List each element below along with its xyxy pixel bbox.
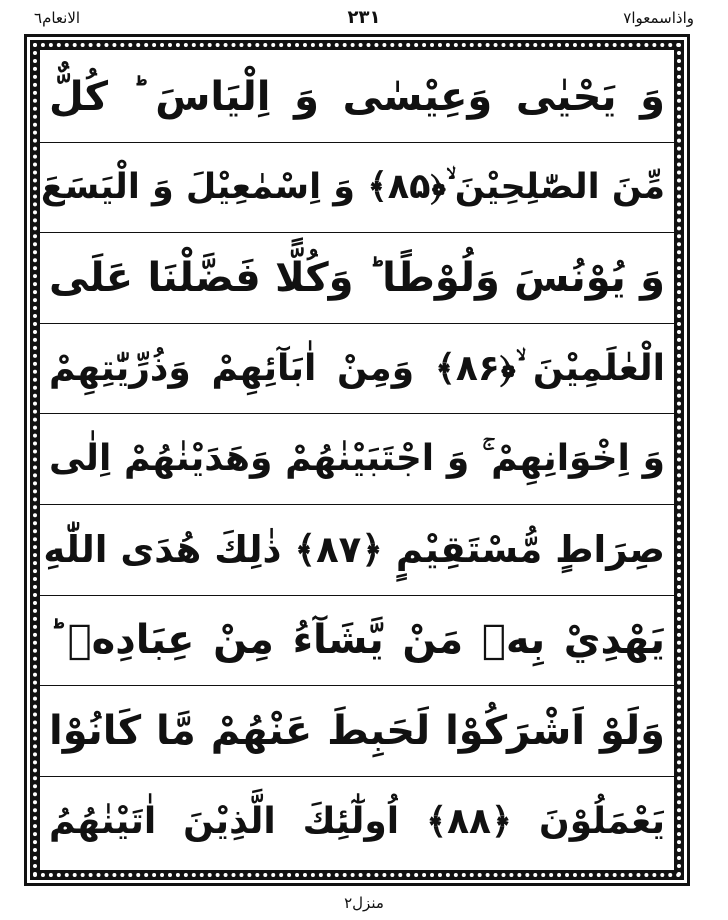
verse-line-text: الْعٰلَمِيْنَ ۙ﴿۸۶﴾ وَمِنْ اٰبَآئِهِمْ وَذُرِّيّٰتِهِمْ	[49, 347, 665, 389]
surah-name: الانعام٦	[34, 9, 81, 27]
verse-line	[40, 596, 674, 687]
verse-text-area	[40, 52, 674, 868]
verse-line	[40, 686, 674, 777]
verse-line-text: وَ يَحْيٰى وَعِيْسٰى وَ اِلْيَاسَ ؕ كُلٌّ	[49, 73, 665, 120]
verse-line	[40, 777, 674, 868]
verse-line-text: صِرَاطٍ مُّسْتَقِيْمٍ ﴿۸۷﴾ ذٰلِكَ هُدَى اللّٰهِ	[43, 528, 665, 572]
verse-line-text: مِّنَ الصّٰلِحِيْنَ ۙ﴿۸۵﴾ وَ اِسْمٰعِيْلَ وَ الْيَسَعَ	[40, 166, 665, 207]
verse-line	[40, 233, 674, 324]
verse-line-text: وَلَوْ اَشْرَكُوْا لَحَبِطَ عَنْهُمْ مَّا كَانُوْا	[49, 707, 665, 754]
verse-line	[40, 505, 674, 596]
verse-line-text: وَ يُوْنُسَ وَلُوْطًا ؕ وَكُلًّا فَضَّلْنَا عَلَى	[49, 254, 665, 301]
verse-line	[40, 414, 674, 505]
verse-line-text: يَهْدِيْ بِهٖ مَنْ يَّشَآءُ مِنْ عِبَادِهٖ ؕ	[49, 617, 665, 664]
manzil-label: منزل۲	[344, 894, 384, 912]
page-footer	[0, 892, 728, 914]
verse-line	[40, 324, 674, 415]
verse-line	[40, 143, 674, 234]
page-number: ۲۳۱	[347, 7, 381, 28]
page-header	[28, 6, 700, 34]
verse-line-text: وَ اِخْوَانِهِمْ ۚ وَ اجْتَبَيْنٰهُمْ وَهَدَيْنٰهُمْ اِلٰى	[49, 438, 665, 480]
verse-line-text: يَعْمَلُوْنَ ﴿۸۸﴾ اُولٰٓئِكَ الَّذِيْنَ اٰتَيْنٰهُمُ	[49, 801, 665, 843]
verse-line	[40, 52, 674, 143]
juz-name: واذاسمعوا۷	[623, 9, 694, 27]
